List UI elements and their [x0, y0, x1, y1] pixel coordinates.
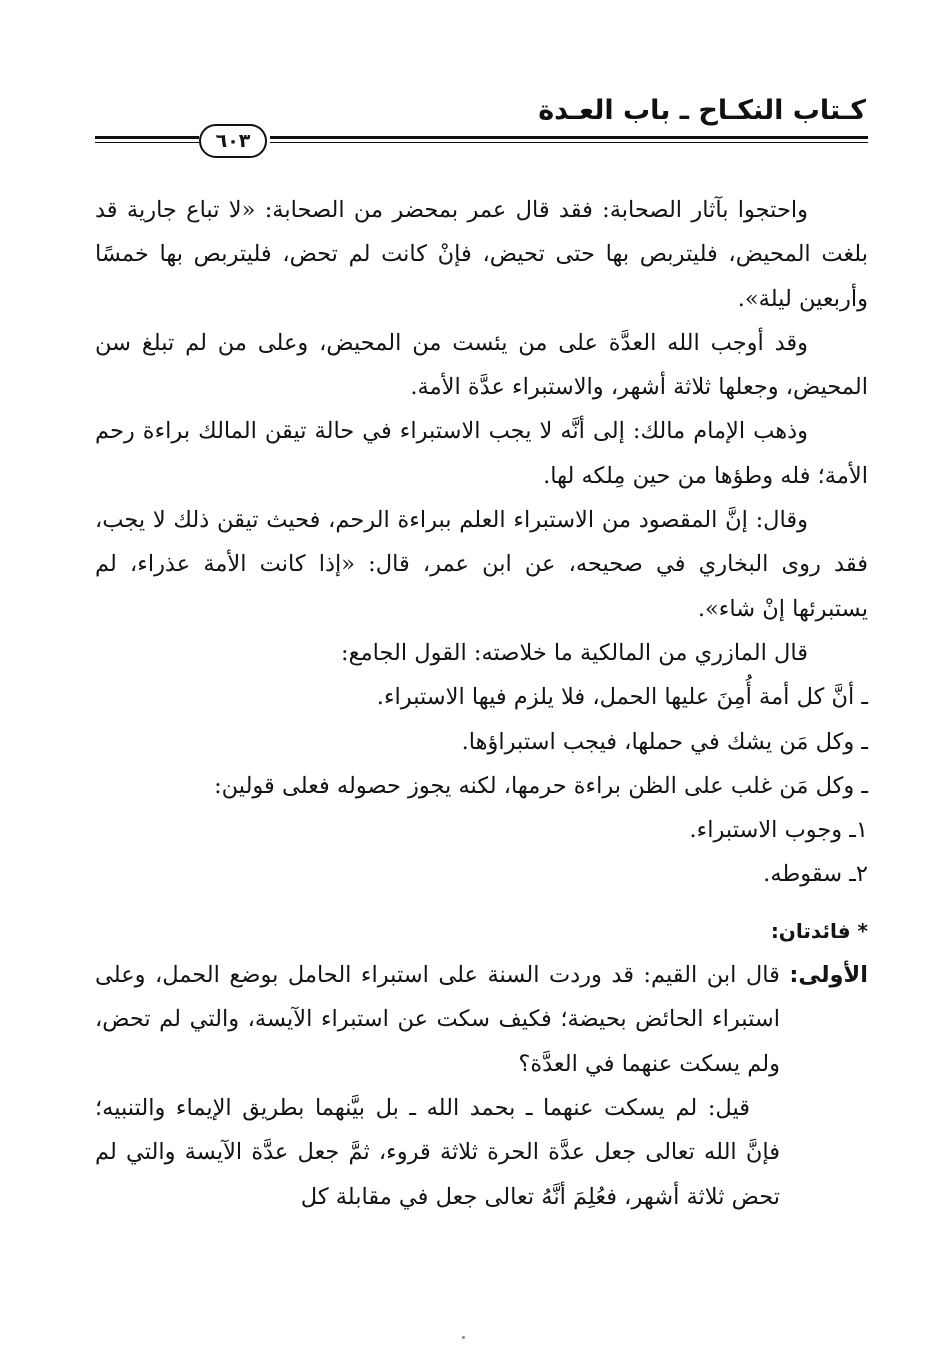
header-rule-right — [270, 136, 868, 139]
header-rule-left — [95, 136, 199, 139]
note-first-label: الأولى: — [789, 962, 869, 989]
note-first — [95, 953, 868, 1086]
scan-speck — [462, 1336, 465, 1339]
note-answer — [95, 1086, 868, 1219]
paragraph: وقد أوجب الله العدَّة على من يئست من المحيض، وعلى من لم تبلغ سن المحيض، وجعلها ثلاثة أشهر، والاستبراء عدَّة الأمة. — [95, 329, 868, 401]
list-item: ١ـ وجوب الاستبراء. — [689, 817, 868, 844]
note-first-text: قال ابن القيم: قد وردت السنة على استبراء الحامل بوضع الحمل، وعلى استبراء الحائض بحيضة؛ فكيف سكت عن استبراء الآيسة، والتي لم تحض، ولم يسكت عنهما في العدَّة؟ — [95, 962, 780, 1077]
paragraph: وقال: إنَّ المقصود من الاستبراء العلم ببراءة الرحم، فحيث تيقن ذلك لا يجب، فقد روى البخاري في صحيحه، عن ابن عمر، قال: «إذا كانت الأمة عذراء، لم يستبرئها إنْ شاء». — [95, 507, 868, 622]
running-title: كـتاب النكـاح ـ باب العـدة — [538, 95, 866, 126]
notes-heading: * فائدتان: — [770, 918, 868, 943]
header-rule-left-thin — [95, 142, 199, 143]
list-item: ـ وكل مَن غلب على الظن براءة حرمها، لكنه يجوز حصوله فعلى قولين: — [214, 772, 868, 799]
note-answer-text: قيل: لم يسكت عنهما ـ بحمد الله ـ بل بيَّنهما بطريق الإيماء والتنبيه؛ فإنَّ الله تعالى جعل عدَّة الحرة ثلاثة قروء، ثمَّ جعل عدَّة الآيسة والتي لم تحض ثلاثة أشهر، فعُلِمَ أنَّهُ تعالى جعل في مقابلة كل — [95, 1094, 780, 1210]
list-item: ٢ـ سقوطه. — [763, 861, 868, 888]
paragraph: وذهب الإمام مالك: إلى أنَّه لا يجب الاستبراء في حالة تيقن المالك براءة رحم الأمة؛ فله وطؤها من حين مِلكه لها. — [95, 418, 868, 489]
page-number: ٦٠٣ — [199, 124, 267, 158]
header-rule-right-thin — [270, 142, 868, 143]
main-text — [95, 188, 868, 1219]
list-item: ـ أنَّ كل أمة أُمِنَ عليها الحمل، فلا يلزم فيها الاستبراء. — [376, 684, 868, 711]
list-item: ـ وكل مَن يشك في حملها، فيجب استبراؤها. — [461, 728, 868, 755]
paragraph: واحتجوا بآثار الصحابة: فقد قال عمر بمحضر من الصحابة: «لا تباع جارية قد بلغت المحيض، فليتربص بها حتى تحيض، فإنْ كانت لم تحض، فليتربص بها خمسًا وأربعين ليلة». — [95, 197, 868, 312]
paragraph: قال المازري من المالكية ما خلاصته: القول الجامع: — [341, 639, 808, 666]
